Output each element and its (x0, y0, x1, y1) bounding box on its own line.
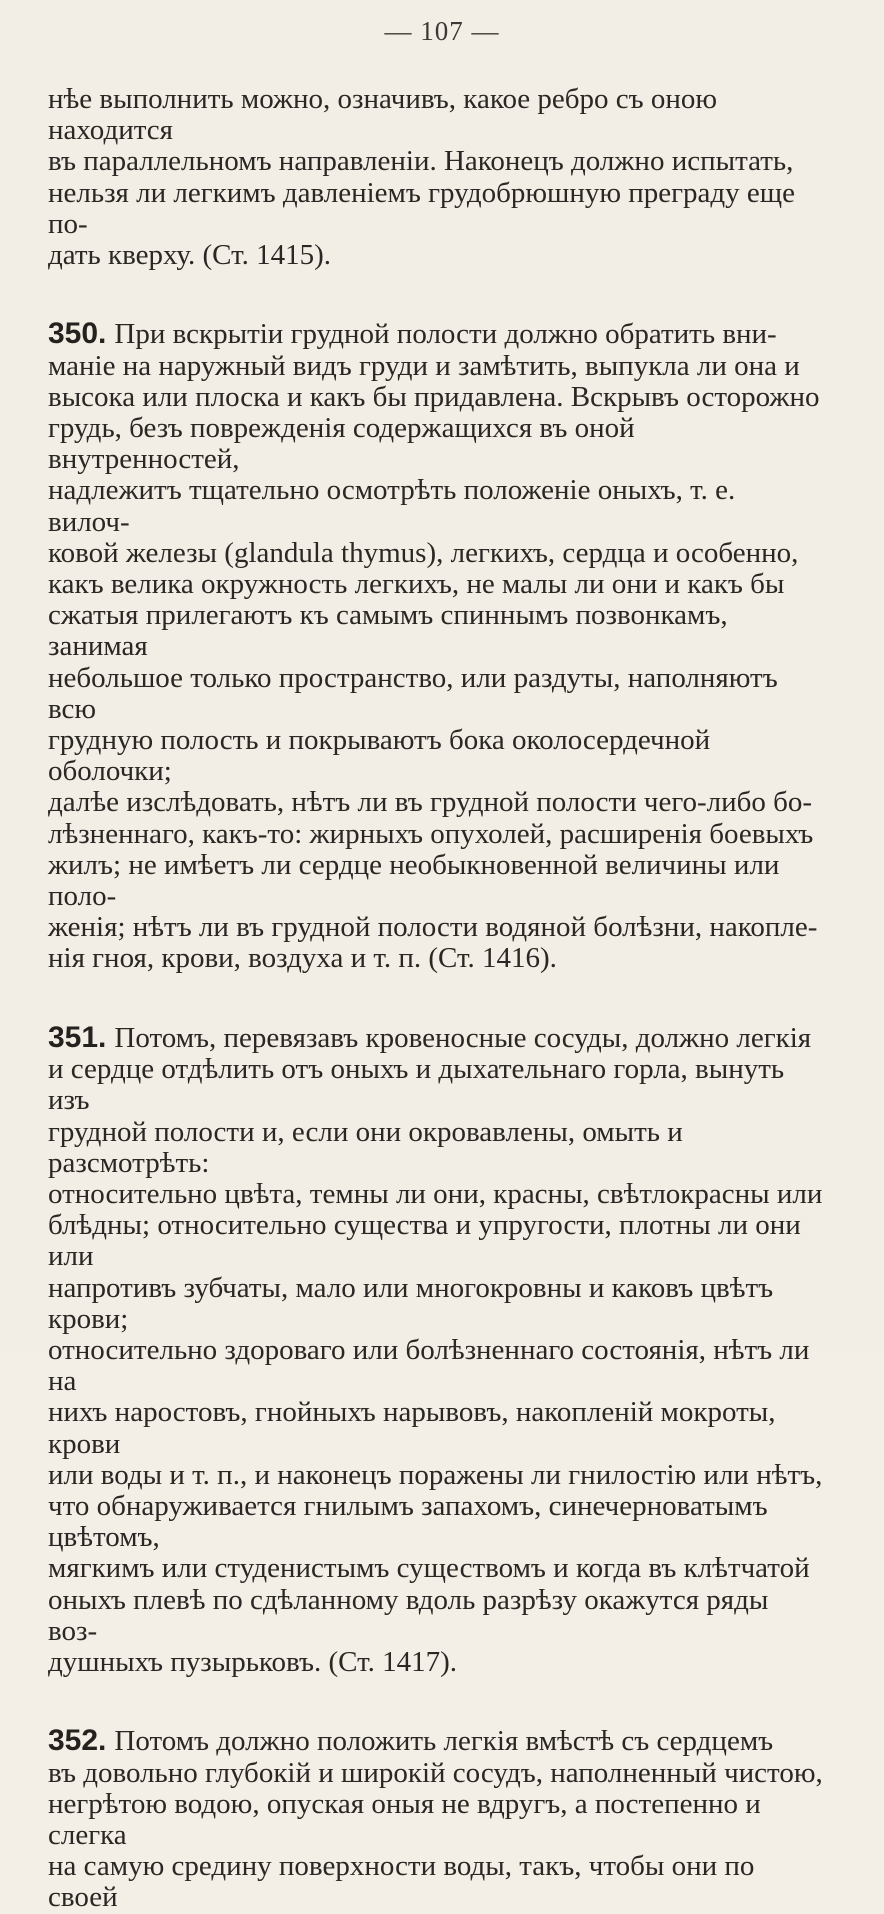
section-350-text: При вскрытіи грудной полости должно обратить вни- маніе на наружный видъ груди и замѣтить, выпукла ли она и высока или плоска и какъ бы придавлена. Вскрывъ осторожно грудь, безъ поврежденія содержащихся въ оной внутренностей, надлежитъ тщательно осмотрѣть положеніе оныхъ, т. е. вилоч- ковой железы (glandula thymus), легкихъ, сердца и особенно, какъ велика окружность легкихъ, не малы ли они и какъ бы сжатыя прилегаютъ къ самымъ спиннымъ позвонкамъ, занимая небольшое только пространство, или раздуты, наполняютъ всю грудную полость и покрываютъ бока околосердечной оболочки; далѣе изслѣдовать, нѣтъ ли въ грудной полости чего-либо бо- лѣзненнаго, какъ-то: жирныхъ опухолей, расширенія боевыхъ жилъ; не имѣетъ ли сердце необыкновенной величины или поло- женія; нѣтъ ли въ грудной полости водяной болѣзни, накопле- нія гноя, крови, воздуха и т. п. (Ст. 1416). (48, 318, 820, 975)
section-351 (48, 991, 824, 1678)
section-352-text: Потомъ должно положить легкія вмѣстѣ съ сердцемъ въ довольно глубокій и широкій сосудъ, наполненный чистою, негрѣтою водою, опуская оныя не вдругъ, а постепенно и слегка на самую средину поверхности воды, такъ, чтобы они по своей (48, 1725, 823, 1914)
section-352-number: 352. (48, 1724, 107, 1758)
section-352 (48, 1694, 824, 1913)
section-351-number: 351. (48, 1020, 107, 1054)
page-number: — 107 — (384, 16, 500, 46)
section-350-number: 350. (48, 317, 107, 351)
section-351-text: Потомъ, перевязавъ кровеносные сосуды, должно легкія и сердце отдѣлить отъ оныхъ и дыхательнаго горла, вынуть изъ грудной полости и, если они окровавлены, омыть и разсмотрѣть: относительно цвѣта, темны ли они, красны, свѣтлокрасны или блѣдны; относительно существа и упругости, плотны ли они или напротивъ зубчаты, мало или многокровны и каковъ цвѣтъ крови; относительно здороваго или болѣзненнаго состоянія, нѣтъ ли на нихъ наростовъ, гнойныхъ нарывовъ, накопленій мокроты, крови или воды и т. п., и наконецъ поражены ли гнилостію или нѣтъ, что обнаруживается гнилымъ запахомъ, синечерноватымъ цвѣтомъ, мягкимъ или студенистымъ существомъ и когда въ клѣтчатой оныхъ плевѣ по сдѣланному вдоль разрѣзу окажутся ряды воз- душныхъ пузырьковъ. (Ст. 1417). (48, 1021, 823, 1678)
document-body (48, 84, 824, 1914)
paragraph-continuation: нѣе выполнить можно, означивъ, какое ребро съ оною находится въ параллельномъ направленіи. Наконецъ должно испытать, нельзя ли легкимъ давленіемъ грудобрюшную преграду еще по- дать кверху. (Ст. 1415). (48, 83, 796, 272)
section-350 (48, 287, 824, 974)
